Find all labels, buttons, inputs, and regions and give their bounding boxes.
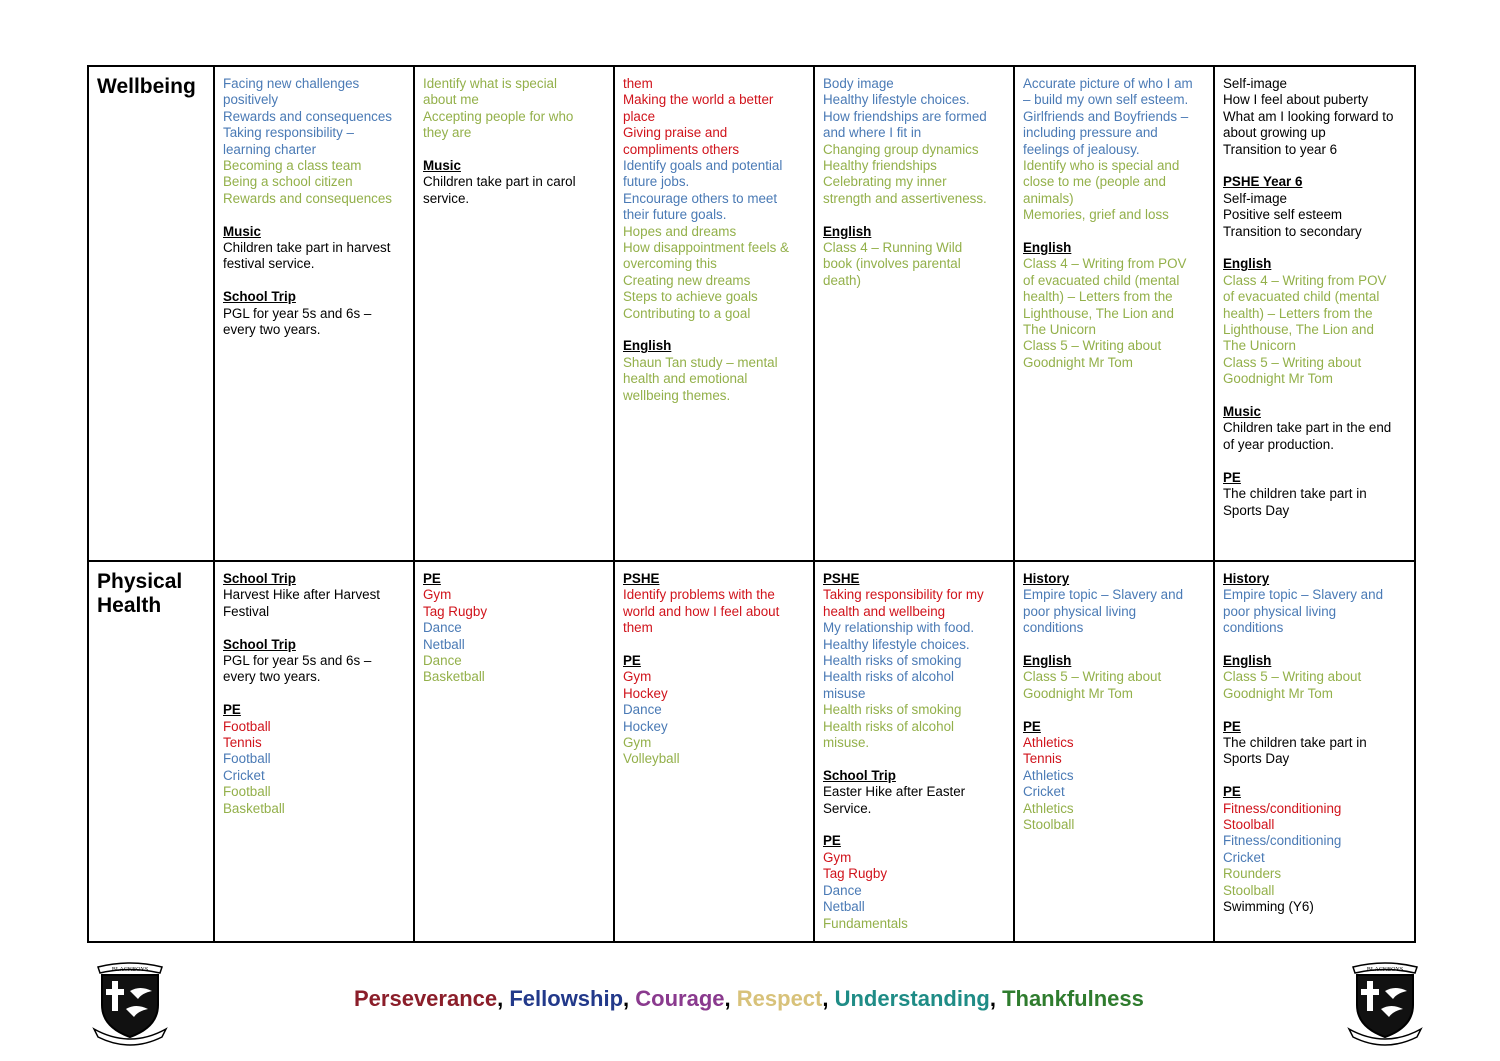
cell-line: Hopes and dreams	[623, 223, 737, 239]
cell-line: them	[623, 620, 653, 636]
cell-line: Tag Rugby	[423, 603, 488, 619]
section-heading: PE	[623, 653, 641, 669]
cell-line: of evacuated child (mental	[1223, 289, 1380, 305]
cell-line: Tag Rugby	[823, 866, 888, 882]
cell-line: Children take part in the end	[1223, 420, 1392, 436]
value-word: Respect	[736, 986, 823, 1011]
cell-line: Hockey	[623, 718, 668, 734]
cell-line: festival service.	[223, 256, 315, 272]
cell-line: Changing group dynamics	[823, 141, 979, 157]
table-cell	[814, 66, 1014, 561]
cell-line: How disappointment feels &	[623, 240, 789, 256]
cell-line: Dance	[423, 620, 462, 636]
cell-line: Football	[223, 751, 271, 767]
cell-line: poor physical living	[1223, 603, 1337, 619]
table-cell	[1014, 66, 1214, 561]
table-cell	[1214, 561, 1415, 942]
line-spacer	[623, 322, 807, 338]
value-separator: ,	[724, 986, 737, 1011]
cell-line: strength and assertiveness.	[823, 190, 987, 206]
cell-line: future jobs.	[623, 174, 690, 190]
line-spacer	[223, 273, 407, 289]
crest-banner-text: BLACKBOYS	[111, 967, 149, 973]
cell-line: and where I fit in	[823, 125, 922, 141]
section-heading: PSHE	[623, 571, 660, 586]
section-heading: PSHE Year 6	[1223, 174, 1303, 190]
section-heading: School Trip	[223, 636, 296, 652]
cell-line: The children take part in	[1223, 735, 1367, 751]
cell-line: them	[623, 76, 653, 91]
cell-line: Class 4 – Writing from POV	[1023, 256, 1187, 272]
cell-line: Becoming a class team	[223, 158, 362, 174]
cell-line: positively	[223, 92, 279, 108]
cell-line: The Unicorn	[1023, 322, 1096, 338]
cell-line: The children take part in	[1223, 486, 1367, 502]
line-spacer	[1223, 240, 1408, 256]
table-cell	[614, 66, 814, 561]
cell-line: Gym	[823, 849, 852, 865]
table-cell	[214, 561, 414, 942]
cell-line: health) – Letters from the	[1223, 305, 1373, 321]
cell-line: Gym	[423, 587, 452, 603]
cell-line: Rewards and consequences	[223, 108, 392, 124]
cell-line: Self-image	[1223, 76, 1288, 91]
school-values-motto	[354, 986, 1144, 1012]
table-row	[88, 561, 1415, 942]
cell-line: The Unicorn	[1223, 338, 1296, 354]
cell-line: Class 5 – Writing about	[1023, 669, 1162, 685]
cell-line: Healthy lifestyle choices.	[823, 636, 970, 652]
section-heading: PE	[1223, 469, 1241, 485]
cell-line: place	[623, 108, 656, 124]
line-spacer	[623, 637, 807, 653]
cell-line: Cricket	[1223, 849, 1265, 865]
value-word: Fellowship	[509, 986, 624, 1011]
cell-line: misuse	[823, 685, 866, 701]
cell-line: Athletics	[1023, 800, 1074, 816]
cell-line: Goodnight Mr Tom	[1023, 685, 1133, 701]
cell-line: Identify goals and potential	[623, 158, 783, 174]
table-cell	[414, 561, 614, 942]
cell-line: Identify problems with the	[623, 587, 775, 603]
cell-line: Cricket	[1023, 784, 1065, 800]
cell-line: Hockey	[623, 685, 668, 701]
cell-line: Stoolball	[1223, 882, 1275, 898]
cell-line: of evacuated child (mental	[1023, 272, 1180, 288]
cell-line: Being a school citizen	[223, 174, 353, 190]
cell-line: Dance	[623, 702, 662, 718]
cell-line: every two years.	[223, 669, 321, 685]
line-spacer	[823, 817, 1007, 833]
cell-line: Dance	[423, 653, 462, 669]
cell-line: Celebrating my inner	[823, 174, 947, 190]
section-heading: History	[1223, 571, 1270, 586]
section-heading: PE	[423, 571, 441, 586]
value-separator: ,	[822, 986, 835, 1011]
section-heading: English	[623, 338, 672, 354]
section-heading: School Trip	[223, 289, 296, 305]
line-spacer	[1023, 702, 1207, 718]
section-heading: PE	[1223, 718, 1241, 734]
cell-line: Children take part in carol	[423, 174, 576, 190]
cell-line: Basketball	[223, 800, 285, 816]
table-cell	[1214, 66, 1415, 561]
curriculum-table	[87, 65, 1416, 943]
cell-line: Athletics	[1023, 767, 1074, 783]
section-heading: English	[1023, 240, 1072, 256]
cell-line: Making the world a better	[623, 92, 774, 108]
cell-line: Empire topic – Slavery and	[1223, 587, 1384, 603]
cell-line: My relationship with food.	[823, 620, 975, 636]
cell-line: Identify who is special and	[1023, 158, 1180, 174]
cell-line: Sports Day	[1223, 502, 1290, 518]
cell-line: Facing new challenges	[223, 76, 360, 91]
value-word: Understanding	[834, 986, 990, 1011]
cell-line: overcoming this	[623, 256, 717, 272]
cell-line: Class 4 – Writing from POV	[1223, 272, 1387, 288]
table-cell	[414, 66, 614, 561]
section-heading: English	[823, 223, 872, 239]
table-row	[88, 66, 1415, 561]
cell-line: Service.	[823, 800, 872, 816]
value-separator: ,	[989, 986, 1003, 1011]
cell-line: compliments others	[623, 141, 740, 157]
section-heading: School Trip	[823, 767, 896, 783]
table-cell	[614, 561, 814, 942]
cell-line: Goodnight Mr Tom	[1223, 371, 1333, 387]
cell-line: Festival	[223, 603, 270, 619]
cell-line: Health risks of alcohol	[823, 718, 954, 734]
cell-line: Cricket	[223, 767, 265, 783]
cell-line: Basketball	[423, 669, 485, 685]
line-spacer	[1223, 768, 1408, 784]
school-crest-logo-right	[1345, 957, 1425, 1047]
cell-line: Easter Hike after Easter	[823, 784, 966, 800]
cell-line: of year production.	[1223, 436, 1334, 452]
line-spacer	[423, 142, 607, 158]
cell-line: misuse.	[823, 735, 870, 751]
cell-line: How I feel about puberty	[1223, 92, 1369, 108]
section-heading: Music	[223, 223, 261, 239]
cell-line: Dance	[823, 882, 862, 898]
cell-line: Netball	[823, 899, 865, 915]
section-heading: PSHE	[823, 571, 860, 586]
cell-line: Gym	[623, 735, 652, 751]
cell-line: Rounders	[1223, 866, 1282, 882]
section-heading: PE	[1023, 718, 1041, 734]
cell-line: Transition to year 6	[1223, 141, 1338, 157]
cell-line: health and emotional	[623, 371, 748, 387]
cell-line: close to me (people and	[1023, 174, 1166, 190]
cell-line: Identify what is special	[423, 76, 557, 91]
cell-line: How friendships are formed	[823, 108, 987, 124]
cell-line: Class 5 – Writing about	[1023, 338, 1162, 354]
cell-line: Fitness/conditioning	[1223, 833, 1342, 849]
section-heading: PE	[1223, 784, 1241, 800]
line-spacer	[1223, 453, 1408, 469]
cell-line: Lighthouse, The Lion and	[1023, 305, 1174, 321]
cell-line: Encourage others to meet	[623, 190, 778, 206]
line-spacer	[823, 207, 1007, 223]
cell-line: Netball	[423, 636, 465, 652]
cell-line: Health risks of smoking	[823, 702, 962, 718]
section-heading: History	[1023, 571, 1070, 586]
cell-line: poor physical living	[1023, 603, 1137, 619]
cell-line: including pressure and	[1023, 125, 1158, 141]
line-spacer	[1223, 158, 1408, 174]
section-heading: English	[1023, 653, 1072, 669]
cell-line: book (involves parental	[823, 256, 961, 272]
cell-line: Tennis	[1023, 751, 1062, 767]
cell-line: Volleyball	[623, 751, 680, 767]
line-spacer	[1023, 637, 1207, 653]
section-heading: School Trip	[223, 571, 296, 586]
value-separator: ,	[497, 986, 510, 1011]
row-heading: Physical Health	[88, 561, 214, 942]
cell-line: Contributing to a goal	[623, 305, 751, 321]
cell-line: Healthy lifestyle choices.	[823, 92, 970, 108]
section-heading: Music	[1223, 404, 1261, 420]
cell-line: Class 5 – Writing about	[1223, 354, 1362, 370]
cell-line: Taking responsibility –	[223, 125, 354, 141]
cell-line: Accepting people for who	[423, 108, 574, 124]
cell-line: Swimming (Y6)	[1223, 899, 1314, 915]
cell-line: about me	[423, 92, 479, 108]
cell-line: health and wellbeing	[823, 603, 946, 619]
cell-line: world and how I feel about	[623, 603, 780, 619]
line-spacer	[223, 686, 407, 702]
cell-line: PGL for year 5s and 6s –	[223, 305, 372, 321]
cell-line: about growing up	[1223, 125, 1326, 141]
cell-line: What am I looking forward to	[1223, 108, 1394, 124]
line-spacer	[1223, 388, 1408, 404]
cell-line: Memories, grief and loss	[1023, 207, 1169, 223]
line-spacer	[223, 207, 407, 223]
cell-line: Class 4 – Running Wild	[823, 240, 963, 256]
line-spacer	[223, 620, 407, 636]
cell-line: Girlfriends and Boyfriends –	[1023, 108, 1189, 124]
cell-line: Self-image	[1223, 190, 1288, 206]
cell-line: animals)	[1023, 190, 1074, 206]
cell-line: health) – Letters from the	[1023, 289, 1173, 305]
section-heading: PE	[223, 702, 241, 718]
cell-line: Creating new dreams	[623, 272, 751, 288]
cell-line: Body image	[823, 76, 894, 91]
school-crest-logo	[90, 957, 170, 1047]
cell-line: Healthy friendships	[823, 158, 937, 174]
cell-line: Stoolball	[1223, 817, 1275, 833]
cell-line: Steps to achieve goals	[623, 289, 758, 305]
cell-line: Accurate picture of who I am	[1023, 76, 1193, 91]
cell-line: Stoolball	[1023, 817, 1075, 833]
cell-line: conditions	[1023, 620, 1084, 636]
cell-line: their future goals.	[623, 207, 727, 223]
value-separator: ,	[623, 986, 636, 1011]
cell-line: Empire topic – Slavery and	[1023, 587, 1184, 603]
line-spacer	[823, 751, 1007, 767]
cell-line: Transition to secondary	[1223, 223, 1362, 239]
table-cell	[1014, 561, 1214, 942]
cell-line: Shaun Tan study – mental	[623, 354, 778, 370]
cell-line: learning charter	[223, 141, 317, 157]
cell-line: PGL for year 5s and 6s –	[223, 653, 372, 669]
cell-line: Positive self esteem	[1223, 207, 1343, 223]
value-word: Courage	[635, 986, 725, 1011]
table-cell	[814, 561, 1014, 942]
cell-line: Goodnight Mr Tom	[1023, 354, 1133, 370]
cell-line: Class 5 – Writing about	[1223, 669, 1362, 685]
cell-line: every two years.	[223, 322, 321, 338]
cell-line: Giving praise and	[623, 125, 728, 141]
section-heading: English	[1223, 256, 1272, 272]
cell-line: Athletics	[1023, 735, 1074, 751]
cell-line: death)	[823, 272, 861, 288]
cell-line: Health risks of smoking	[823, 653, 962, 669]
cell-line: Health risks of alcohol	[823, 669, 954, 685]
cell-line: Sports Day	[1223, 751, 1290, 767]
line-spacer	[1223, 702, 1408, 718]
line-spacer	[1223, 637, 1408, 653]
row-heading: Wellbeing	[88, 66, 214, 561]
cell-line: Children take part in harvest	[223, 240, 391, 256]
cell-line: Harvest Hike after Harvest	[223, 587, 381, 603]
value-word: Thankfulness	[1002, 986, 1144, 1011]
cell-line: Rewards and consequences	[223, 190, 392, 206]
value-word: Perseverance	[354, 986, 498, 1011]
cell-line: they are	[423, 125, 472, 141]
cell-line: Taking responsibility for my	[823, 587, 984, 603]
cell-line: Gym	[623, 669, 652, 685]
section-heading: English	[1223, 653, 1272, 669]
crest-banner-text: BLACKBOYS	[1366, 967, 1404, 973]
cell-line: Tennis	[223, 735, 262, 751]
cell-line: Fitness/conditioning	[1223, 800, 1342, 816]
cell-line: – build my own self esteem.	[1023, 92, 1189, 108]
cell-line: service.	[423, 190, 470, 206]
cell-line: conditions	[1223, 620, 1284, 636]
cell-line: feelings of jealousy.	[1023, 141, 1140, 157]
section-heading: PE	[823, 833, 841, 849]
cell-line: Football	[223, 718, 271, 734]
cell-line: Goodnight Mr Tom	[1223, 685, 1333, 701]
section-heading: Music	[423, 158, 461, 174]
cell-line: Fundamentals	[823, 915, 908, 931]
cell-line: wellbeing themes.	[623, 387, 731, 403]
table-cell	[214, 66, 414, 561]
cell-line: Lighthouse, The Lion and	[1223, 322, 1374, 338]
line-spacer	[1023, 224, 1207, 240]
cell-line: Football	[223, 784, 271, 800]
